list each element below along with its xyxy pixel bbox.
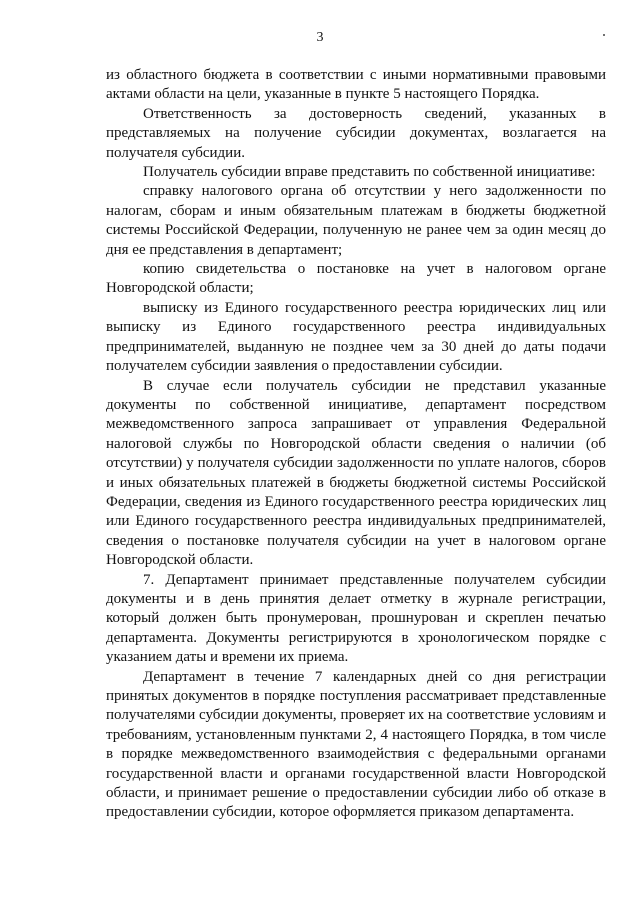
paragraph-registry-extract: выписку из Единого государственного реестра юридических лиц или выписку из Единого государственного реестра индивидуальных предпринимателей, выданную не позднее чем за 30 дней до даты подачи получателем субсидии заявления о предоставлении субсидии. <box>106 299 606 375</box>
paragraph-responsibility: Ответственность за достоверность сведений, указанных в представляемых на получение субсидии документах, возлагается на получателя субсидии. <box>106 105 606 161</box>
paragraph-continuation: из областного бюджета в соответствии с иными нормативными правовыми актами области на цели, указанные в пункте 5 настоящего Порядка. <box>106 67 606 103</box>
paragraph-item-7: 7. Департамент принимает представленные получателем субсидии документы и в день принятия делает отметку в журнале регистрации, который должен быть пронумерован, прошнурован и скреплен печатью департамента. Документы регистрируются в хронологическом порядке с указанием даты и времени их приема. <box>106 571 606 666</box>
paragraph-registration-certificate: копию свидетельства о постановке на учет в налоговом органе Новгородской области; <box>106 261 606 297</box>
paragraph-review-decision: Департамент в течение 7 календарных дней со дня регистрации принятых документов в порядке поступления рассматривает представленные получателями субсидии документы, проверяет их на соответствие условиям и требованиям, установленным пунктами 2, 4 настоящего Порядка, в том числе в порядке межведомственного взаимодействия с федеральными органами государственной власти и органами государственной власти Новгородской области, и принимает решение о предоставлении субсидии либо об отказе в предоставлении субсидии, которое оформляется приказом департамента. <box>106 668 606 821</box>
page-number: 3 <box>316 30 324 45</box>
paragraph-tax-certificate: справку налогового органа об отсутствии у него задолженности по налогам, сборам и иным обязательным платежам в бюджеты бюджетной системы Российской Федерации, полученную не ранее чем за один месяц до дня ее представления в департамент; <box>106 183 606 258</box>
document-body <box>106 66 606 823</box>
scan-speck <box>603 34 605 36</box>
paragraph-optional-documents-intro: Получатель субсидии вправе представить по собственной инициативе: <box>143 164 596 181</box>
paragraph-interagency-request: В случае если получатель субсидии не представил указанные документы по собственной инициативе, департамент посредством межведомственного запроса запрашивает от управления Федеральной налоговой службы по Новгородской области сведения о наличии (об отсутствии) у получателя субсидии задолженности по уплате налогов, сборов и иных обязательных платежей в бюджеты бюджетной системы Российской Федерации, сведения из Единого государственного реестра юридических лиц или Единого государственного реестра индивидуальных предпринимателей, сведения о постановке получателя субсидии на учет в налоговом органе Новгородской области. <box>106 377 606 569</box>
